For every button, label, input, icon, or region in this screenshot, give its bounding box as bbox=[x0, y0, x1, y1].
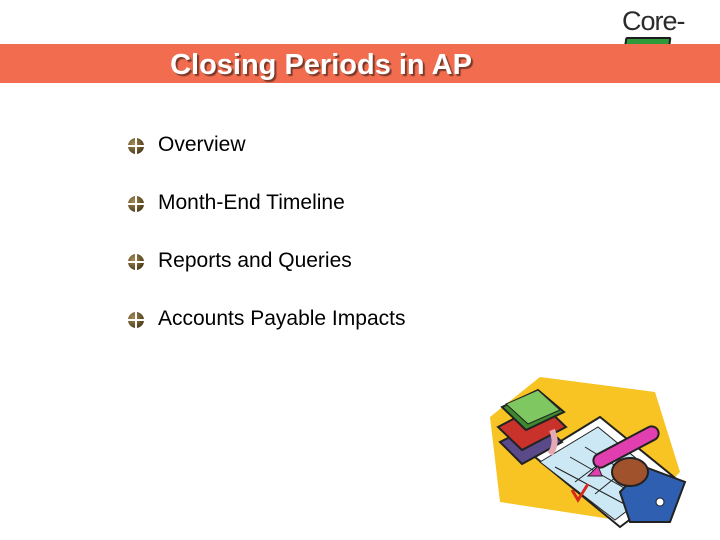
bullet-item-ap-impacts bbox=[128, 302, 405, 360]
bullet-list bbox=[128, 128, 405, 360]
globe-bullet-icon bbox=[128, 138, 144, 154]
globe-bullet-icon bbox=[128, 254, 144, 270]
bullet-label: Reports and Queries bbox=[158, 249, 352, 272]
bullet-label: Month-End Timeline bbox=[158, 191, 345, 214]
books-and-pen-clipart bbox=[480, 372, 700, 532]
bullet-item-reports bbox=[128, 244, 405, 302]
globe-bullet-icon bbox=[128, 312, 144, 328]
bullet-item-overview bbox=[128, 128, 405, 186]
core-ct-logo bbox=[618, 2, 716, 42]
slide-title: Closing Periods in AP bbox=[170, 49, 472, 81]
bullet-label: Overview bbox=[158, 133, 246, 156]
bullet-item-timeline bbox=[128, 186, 405, 244]
globe-bullet-icon bbox=[128, 196, 144, 212]
logo-word: Core- bbox=[622, 6, 685, 36]
bullet-label: Accounts Payable Impacts bbox=[158, 307, 406, 330]
